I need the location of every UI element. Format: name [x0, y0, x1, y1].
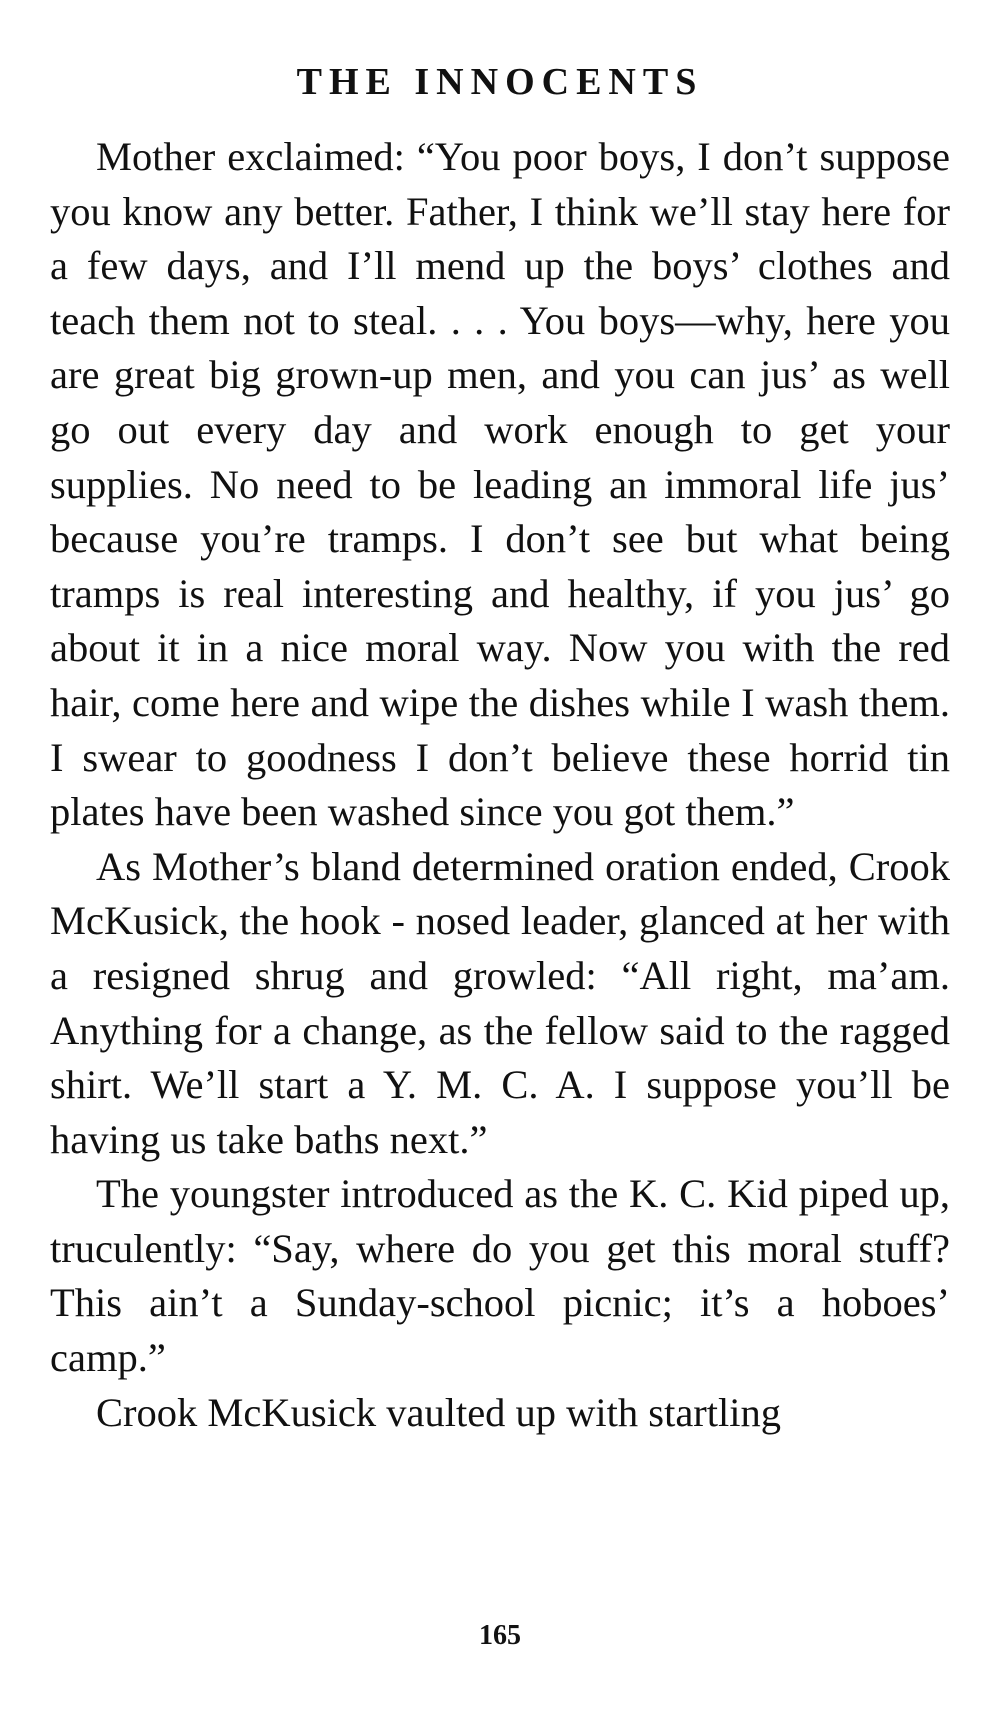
body-text	[50, 130, 950, 1440]
paragraph: The youngster introduced as the K. C. Kid piped up, truculently: “Say, where do you get this moral stuff? This ain’t a Sunday-school picnic; it’s a hoboes’ camp.”	[50, 1171, 950, 1381]
paragraph: As Mother’s bland determined oration ended, Crook McKusick, the hook - nosed leader, glanced at her with a resigned shrug and growled: “All right, ma’am. Anything for a change, as the fellow said to the ragged shirt. We’ll start a Y. M. C. A. I suppose you’ll be having us take baths next.”	[50, 843, 950, 1162]
page-number: 165	[479, 1620, 521, 1651]
running-head-title: THE INNOCENTS	[296, 61, 704, 103]
paragraph: Mother exclaimed: “You poor boys, I don’t suppose you know any better. Father, I think we’ll stay here for a few days, and I’ll mend up the boys’ clothes and teach them not to steal. . . . You boys—why, here you are great big grown-up men, and you can jus’ as well go out every day and work enough to get your supplies. No need to be leading an immoral life jus’ because you’re tramps. I don’t see but what being tramps is real interesting and healthy, if you jus’ go about it in a nice moral way. Now you with the red hair, come here and wipe the dishes while I wash them. I swear to goodness I don’t believe these horrid tin plates have been washed since you got them.”	[50, 134, 950, 835]
paragraph: Crook McKusick vaulted up with startling	[96, 1389, 782, 1435]
